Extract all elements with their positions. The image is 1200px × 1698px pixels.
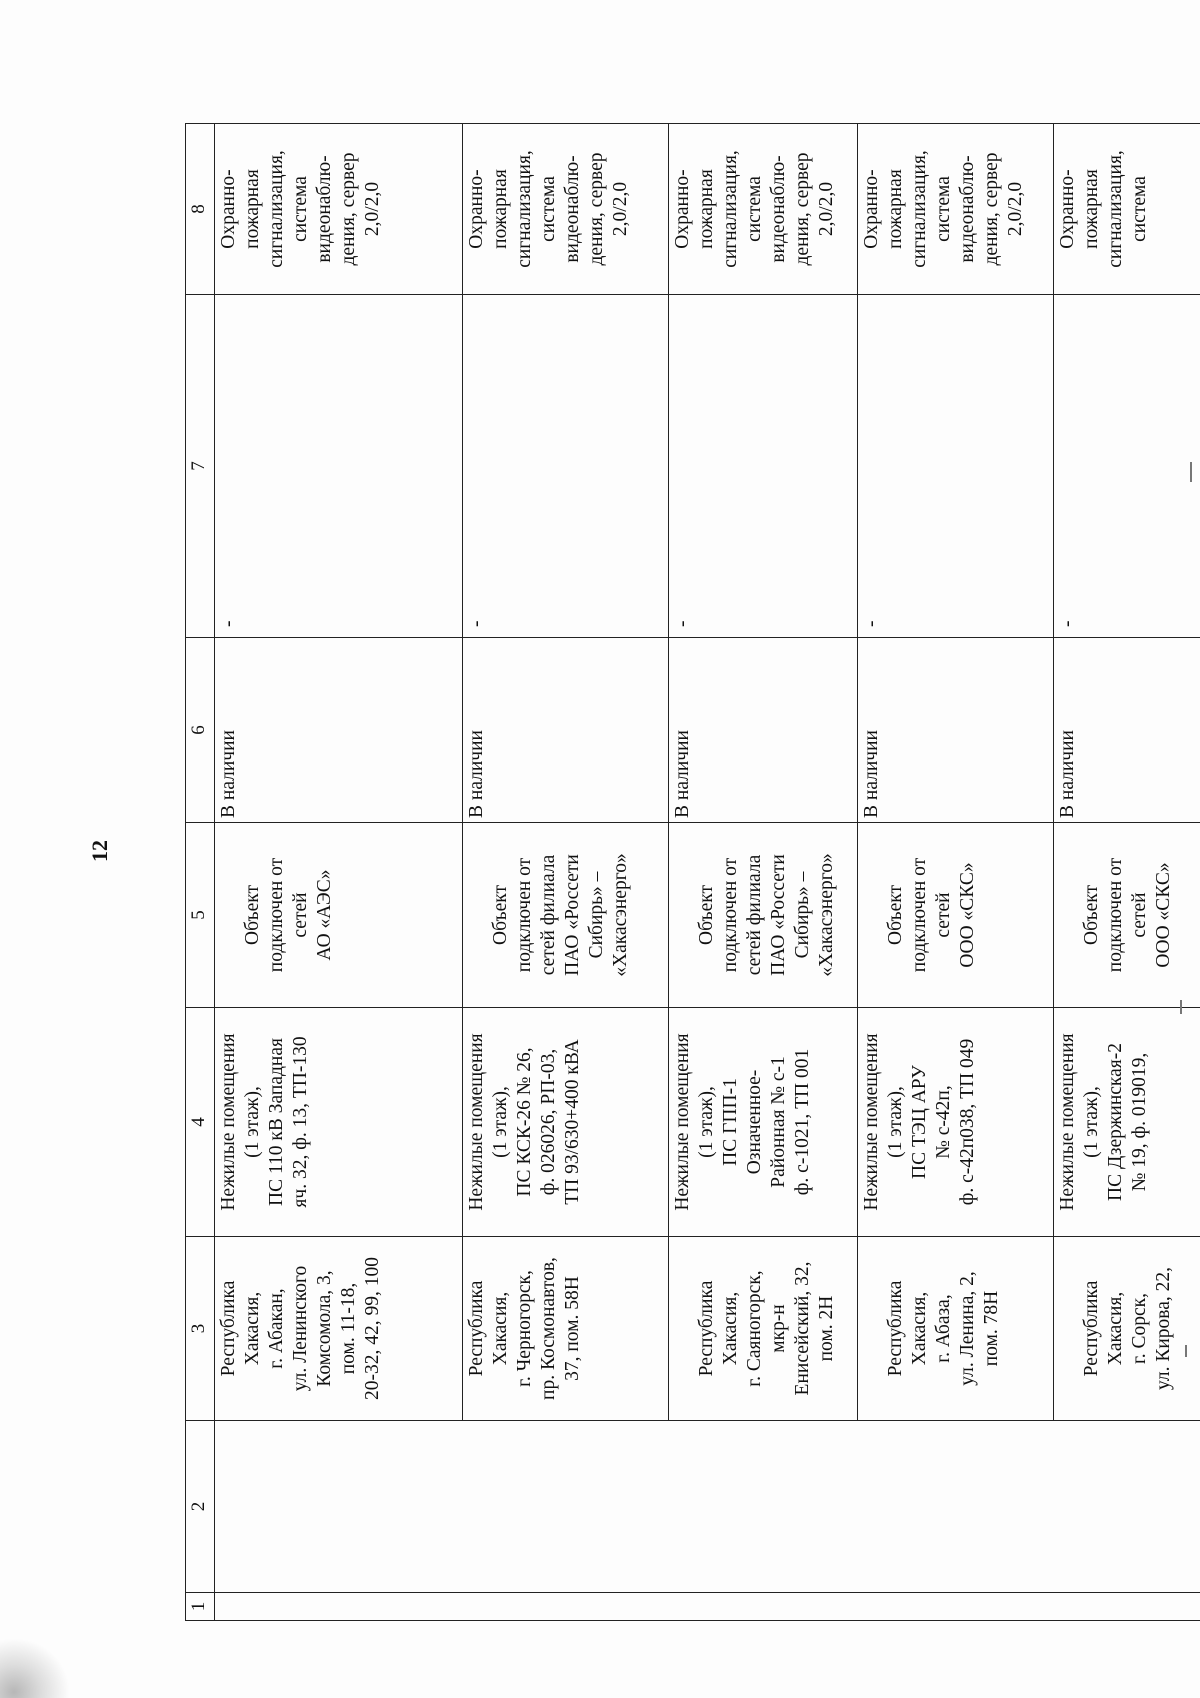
table-row [463, 124, 669, 1621]
cell-address: Республика Хакасия, г. Саяногорск, мкр-н Енисейский, 32, пом. 2Н [669, 1237, 857, 1421]
cell-availability: В наличии [463, 638, 669, 823]
header-cell: 2 [186, 1421, 215, 1593]
cell-col7: - [215, 295, 463, 638]
rotated-table-container [185, 124, 1200, 1621]
scan-artifact [1185, 1345, 1187, 1357]
cell-premises: Нежилые помещения (1 этаж), ПС ГПП-1 Означенное- Районная № с-1 ф. с-1021, ТП 001 [669, 1008, 857, 1237]
cell-connection: Объект подключен от сетей ООО «СКС» [1053, 823, 1200, 1008]
cell-connection: Объект подключен от сетей филиала ПАО «Россети Сибирь» – «Хакасэнерго» [463, 823, 669, 1008]
page-number: 12 [87, 840, 112, 862]
header-cell: 5 [186, 823, 215, 1008]
cell-address: Республика Хакасия, г. Абакан, ул. Ленинского Комсомола, 3, пом. 11-18, 20-32, 42, 99, 100 [215, 1237, 463, 1421]
cell-address: Республика Хакасия, г. Абаза, ул. Ленина, 2, пом. 78Н [857, 1237, 1053, 1421]
cell-address: Республика Хакасия, г. Сорск, ул. Кирова, 22, [1053, 1237, 1200, 1421]
table-row [1053, 124, 1200, 1621]
cell-security: Охранно- пожарная сигнализация, система видеонаблю- дения, сервер 2,0/2,0 [215, 124, 463, 295]
cell-number [215, 1593, 1200, 1621]
cell-address: Республика Хакасия, г. Черногорск, пр. Космонавтов, 37, пом. 58Н [463, 1237, 669, 1421]
table-row [857, 124, 1053, 1621]
cell-col7: - [857, 295, 1053, 638]
header-cell: 7 [186, 295, 215, 638]
table-row [669, 124, 857, 1621]
cell-connection: Объект подключен от сетей ООО «СКС» [857, 823, 1053, 1008]
header-cell: 4 [186, 1008, 215, 1237]
scan-corner-noise [0, 1638, 70, 1698]
cell-premises: Нежилые помещения (1 этаж), ПС Дзержинская-2 № 19, ф. 019019, [1053, 1008, 1200, 1237]
header-cell: 1 [186, 1593, 215, 1621]
cell-security: Охранно- пожарная сигнализация, система [1053, 124, 1200, 295]
table-header-row [186, 124, 215, 1621]
scan-artifact [1190, 462, 1192, 482]
table-row [215, 124, 463, 1621]
cell-col7: - [463, 295, 669, 638]
header-cell: 6 [186, 638, 215, 823]
objects-table [185, 123, 1200, 1621]
cell-availability: В наличии [1053, 638, 1200, 823]
cell-connection: Объект подключен от сетей АО «АЭС» [215, 823, 463, 1008]
scan-artifact [1180, 1000, 1182, 1014]
header-cell: 3 [186, 1237, 215, 1421]
header-cell: 8 [186, 124, 215, 295]
cell-premises: Нежилые помещения (1 этаж), ПС 110 кВ Западная яч. 32, ф. 13, ТП-130 [215, 1008, 463, 1237]
cell-premises: Нежилые помещения (1 этаж), ПС КСК-26 № 26, ф. 026026, РП-03, ТП 93/630+400 кВА [463, 1008, 669, 1237]
cell-name [215, 1421, 1200, 1593]
cell-security: Охранно- пожарная сигнализация, система видеонаблю- дения, сервер 2,0/2,0 [669, 124, 857, 295]
cell-premises: Нежилые помещения (1 этаж), ПС ТЭЦ АРУ № с-42п, ф. с-42п038, ТП 049 [857, 1008, 1053, 1237]
cell-connection: Объект подключен от сетей филиала ПАО «Россети Сибирь» – «Хакасэнерго» [669, 823, 857, 1008]
cell-col7: - [1053, 295, 1200, 638]
cell-security: Охранно- пожарная сигнализация, система видеонаблю- дения, сервер 2,0/2,0 [463, 124, 669, 295]
cell-availability: В наличии [215, 638, 463, 823]
cell-security: Охранно- пожарная сигнализация, система видеонаблю- дения, сервер 2,0/2,0 [857, 124, 1053, 295]
cell-availability: В наличии [857, 638, 1053, 823]
cell-availability: В наличии [669, 638, 857, 823]
cell-col7: - [669, 295, 857, 638]
